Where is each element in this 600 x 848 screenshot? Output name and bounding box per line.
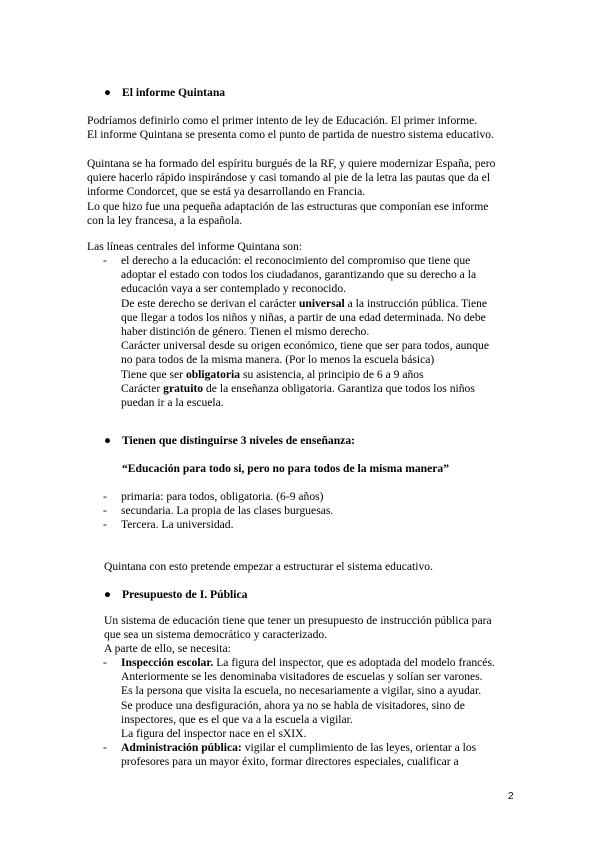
heading-niveles: ● Tienen que distinguirse 3 niveles de enseñanza:	[104, 434, 355, 447]
text-line: adoptar el estado con todos los ciudadanos, garantizando que su derecho a la	[121, 268, 477, 282]
text-line: inspectores, que es el que va a la escuela a vigilar.	[121, 712, 353, 726]
paragraph-presupuesto	[104, 614, 544, 657]
list-niveles	[87, 490, 527, 533]
paragraph-lineas-centrales	[87, 240, 527, 254]
text-line-obligatoria: Tiene que ser obligatoria su asistencia, al principio de 6 a 9 años	[121, 367, 424, 381]
text-line: Lo que hizo fue una pequeña adaptación de las estructuras que componían ese informe	[87, 199, 489, 213]
paragraph-intro	[87, 114, 527, 142]
paragraph-quintana-conclusion	[104, 560, 544, 574]
text-line: el derecho a la educación: el reconocimiento del compromiso que tiene que	[121, 254, 471, 267]
text-line: Podríamos definirlo como el primer intento de ley de Educación. El primer informe.	[87, 114, 478, 127]
bullet-icon: ●	[104, 86, 112, 99]
heading-informe-quintana: ● El informe Quintana	[104, 86, 226, 99]
list-item: - Tercera. La universidad.	[103, 518, 234, 532]
bullet-icon: ●	[104, 588, 112, 601]
text-line: puedan ir a la escuela.	[121, 396, 224, 410]
text-line: El informe Quintana se presenta como el punto de partida de nuestro sistema educativo.	[87, 128, 494, 142]
quote-educacion: “Educación para todo si, pero no para todos de la misma manera”	[122, 462, 450, 475]
dash-marker: -	[103, 656, 107, 669]
bold-term: gratuito	[163, 381, 204, 395]
text-line-gratuito: Carácter gratuito de la enseñanza obligatoria. Garantiza que todos los niños	[121, 381, 475, 395]
dash-marker: -	[103, 504, 107, 518]
text-line: profesores para un mayor éxito, formar directores especiales, cualificar a	[121, 755, 459, 769]
text-line: informe Condorcet, que se está ya desarrollando en Francia.	[87, 185, 366, 199]
list-item-derecho	[87, 254, 527, 410]
text-line: haber distinción de género. Tienen el mismo derecho.	[121, 325, 370, 339]
text-line: A parte de ello, se necesita:	[104, 642, 231, 656]
heading-presupuesto: ● Presupuesto de I. Pública	[104, 588, 248, 601]
dash-marker: -	[103, 741, 107, 755]
list-item: - secundaria. La propia de las clases burguesas.	[103, 504, 334, 518]
text-line: Un sistema de educación tiene que tener un presupuesto de instrucción pública para	[104, 614, 492, 627]
text-line: Quintana con esto pretende empezar a estructurar el sistema educativo.	[104, 560, 433, 573]
text-line: con la ley francesa, a la española.	[87, 213, 243, 227]
list-item-administracion: - Administración pública: vigilar el cumplimiento de las leyes, orientar a los profesores para un mayor éxito, formar directores especiales, cualificar a	[87, 741, 527, 769]
text-line: Quintana se ha formado del espíritu burgués de la RF, y quiere modernizar España, pero	[87, 157, 496, 170]
text-line: Las líneas centrales del informe Quintana son:	[87, 240, 303, 253]
list-item: - primaria: para todos, obligatoria. (6-9 años)	[103, 490, 324, 503]
text-line: no para todos de la misma manera. (Por lo menos la escuela básica)	[121, 353, 435, 367]
dash-marker: -	[103, 490, 107, 503]
list-item-inspeccion: - Inspección escolar. La figura del inspector, que es adoptada del modelo francés. Anteriormente se les denominaba visitadores de escuelas y solían ser varones. Es la persona que visita la escuela, no necesariamente a vigilar, sino a ayudar. Se produce una desfiguración, ahora ya no se habla de visitadores, sino de inspectores, que es el que va a la escuela a vigilar. La figura del inspector nace en el sXIX.	[87, 656, 527, 741]
list-lineas-centrales	[87, 254, 527, 410]
text-line: educación vaya a ser contemplado y reconocido.	[121, 282, 347, 296]
bold-term: Administración pública:	[121, 741, 242, 755]
text-line: que sea un sistema democrático y caracterizado.	[104, 628, 328, 642]
text-line-universal: De este derecho se derivan el carácter universal a la instrucción pública. Tiene	[121, 296, 488, 310]
bold-term: obligatoria	[185, 367, 241, 381]
bullet-icon: ●	[104, 434, 112, 447]
dash-marker: -	[103, 254, 107, 267]
dash-marker: -	[103, 518, 107, 532]
list-necesidades	[87, 656, 527, 770]
text-line: que llegar a todos los niños y niñas, a partir de una edad determinada. No debe	[121, 310, 486, 324]
text-line: Carácter universal desde su origen económico, tiene que ser para todos, aunque	[121, 339, 489, 353]
text-line: Se produce una desfiguración, ahora ya no se habla de visitadores, sino de	[121, 698, 465, 712]
text-line: Anteriormente se les denominaba visitadores de escuelas y solían ser varones.	[121, 670, 483, 684]
bold-term: Inspección escolar.	[121, 656, 214, 669]
text-line: La figura del inspector nace en el sXIX.	[121, 727, 307, 741]
text-line: Es la persona que visita la escuela, no necesariamente a vigilar, sino a ayudar.	[121, 684, 482, 698]
text-line: quiere hacerlo rápido inspirándose y casi tomando al pie de la letra las pautas que da el	[87, 171, 491, 185]
paragraph-quintana-formacion	[87, 157, 527, 228]
page-number: 2	[508, 791, 514, 802]
bold-term: universal	[298, 296, 345, 310]
